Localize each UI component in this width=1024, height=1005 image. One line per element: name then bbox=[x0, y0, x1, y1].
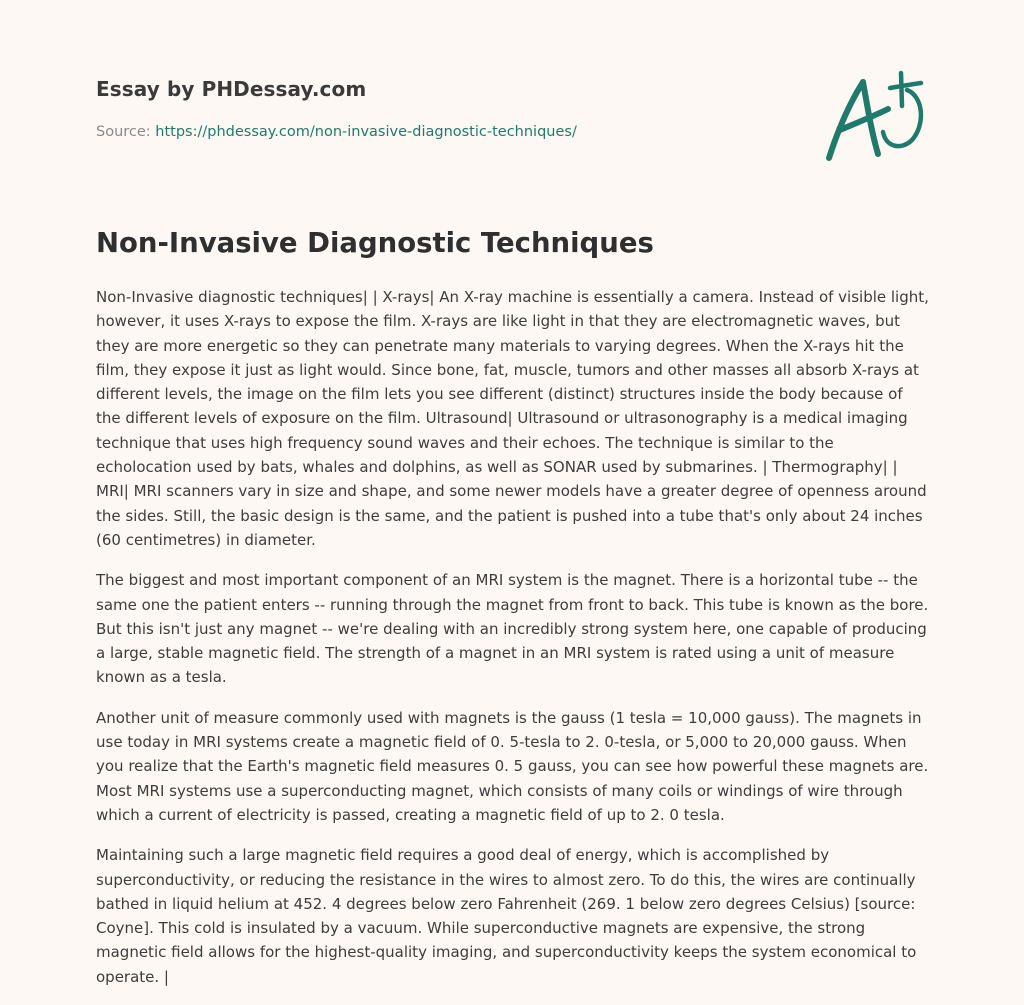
article-body bbox=[96, 285, 931, 1005]
paragraph: The biggest and most important component of an MRI system is the magnet. There is a horizontal tube -- the same one the patient enters -- running through the magnet from front to back. This tube is known as the bore. But this isn't just any magnet -- we're dealing with an incredibly strong system here, one capable of producing a large, stable magnetic field. The strength of a magnet in an MRI system is rated using a unit of measure known as a tesla. bbox=[96, 571, 929, 687]
paragraph: Another unit of measure commonly used with magnets is the gauss (1 tesla = 10,000 gauss). The magnets in use today in MRI systems create a magnetic field of 0. 5-tesla to 2. 0-tesla, or 5,000 to 20,000 gauss. When you realize that the Earth's magnetic field measures 0. 5 gauss, you can see how powerful these magnets are. Most MRI systems use a superconducting magnet, which consists of many coils or windings of wire through which a current of electricity is passed, creating a magnetic field of up to 2. 0 tesla. bbox=[96, 708, 929, 824]
paragraph: Maintaining such a large magnetic field requires a good deal of energy, which is accomplished by superconductivity, or reducing the resistance in the wires to almost zero. To do this, the wires are continually bathed in liquid helium at 452. 4 degrees below zero Fahrenheit (269. 1 below zero degrees Celsius) [source: Coyne]. This cold is insulated by a vacuum. While superconductive magnets are expensive, the strong magnetic field allows for the highest-quality imaging, and superconductivity keeps the system economical to operate. | bbox=[96, 846, 917, 986]
source-line bbox=[96, 124, 577, 140]
source-link[interactable]: https://phdessay.com/non-invasive-diagnostic-techniques/ bbox=[155, 124, 577, 140]
site-brand: Essay by PHDessay.com bbox=[96, 77, 367, 101]
a-plus-logo-icon bbox=[822, 68, 928, 164]
source-label: Source: bbox=[96, 124, 151, 140]
page-title: Non-Invasive Diagnostic Techniques bbox=[96, 227, 654, 259]
paragraph: Non-Invasive diagnostic techniques| | X-rays| An X-ray machine is essentially a camera. Instead of visible light, however, it uses X-rays to expose the film. X-rays are like light in that they are electromagnetic waves, but they are more energetic so they can penetrate many materials to varying degrees. When the X-rays hit the film, they expose it just as light would. Since bone, fat, muscle, tumors and other masses all absorb X-rays at different levels, the image on the film lets you see different (distinct) structures inside the body because of the different levels of exposure on the film. Ultrasound| Ultrasound or ultrasonography is a medical imaging technique that uses high frequency sound waves and their echoes. The technique is similar to the echolocation used by bats, whales and dolphins, as well as SONAR used by submarines. | Thermography| | MRI| MRI scanners vary in size and shape, and some newer models have a greater degree of openness around the sides. Still, the basic design is the same, and the patient is pushed into a tube that's only about 24 inches (60 centimetres) in diameter. bbox=[96, 288, 929, 549]
